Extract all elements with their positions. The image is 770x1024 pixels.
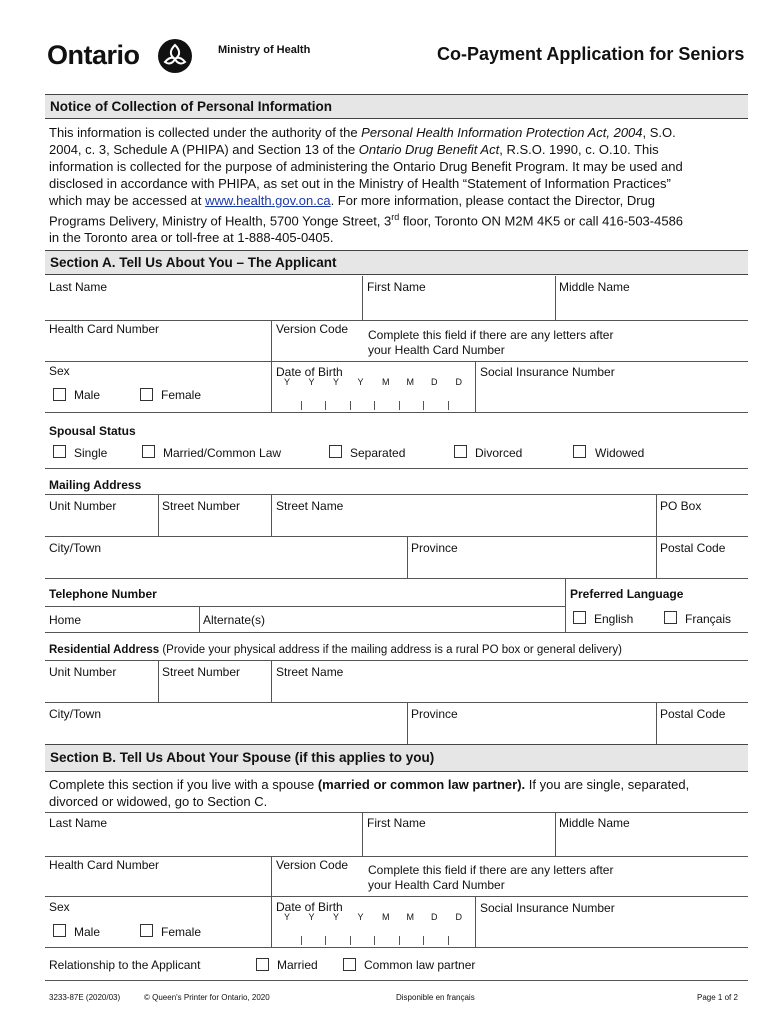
mail-street-name-label: Street Name	[276, 499, 344, 513]
sex-label: Sex	[49, 364, 70, 378]
dob-tick	[374, 936, 375, 945]
version-note: Complete this field if there are any letters after your Health Card Number	[368, 328, 614, 357]
dob-tick	[423, 936, 424, 945]
alternate-phone-label: Alternate(s)	[203, 613, 266, 627]
dob-tick	[399, 401, 400, 410]
spouse-sin-label: Social Insurance Number	[480, 901, 615, 915]
english-checkbox[interactable]	[573, 611, 586, 624]
a-name-row-line	[45, 320, 748, 321]
res-street-number-label: Street Number	[162, 665, 241, 679]
relationship-married-checkbox[interactable]	[256, 958, 269, 971]
spouse-female-checkbox[interactable]	[140, 924, 153, 937]
res-street-name-label: Street Name	[276, 665, 344, 679]
health-card-label: Health Card Number	[49, 322, 160, 336]
spouse-version-code-label: Version Code	[276, 858, 349, 872]
section-a-header: Section A. Tell Us About You – The Applicant	[45, 250, 748, 275]
separated-label: Separated	[350, 446, 406, 460]
male-label: Male	[74, 388, 101, 402]
spousal-status-label: Spousal Status	[49, 424, 136, 438]
dob-letter: M	[406, 912, 414, 922]
dob-letter: Y	[308, 912, 315, 922]
spouse-sex-label: Sex	[49, 900, 70, 914]
relationship-label: Relationship to the Applicant	[49, 958, 201, 972]
mail-city-label: City/Town	[49, 541, 102, 555]
section-b-header: Section B. Tell Us About Your Spouse (if this applies to you)	[45, 744, 748, 772]
spouse-first-name-label: First Name	[367, 816, 426, 830]
married-checkbox[interactable]	[142, 445, 155, 458]
relationship-married-label: Married	[277, 958, 318, 972]
dob-letter: D	[455, 377, 462, 387]
mailing-address-label: Mailing Address	[49, 478, 142, 492]
mail-postal-label: Postal Code	[660, 541, 726, 555]
dob-letter: M	[382, 912, 390, 922]
version-code-label: Version Code	[276, 322, 349, 336]
spouse-middle-name-label: Middle Name	[559, 816, 630, 830]
dob-letter: Y	[333, 377, 340, 387]
female-checkbox[interactable]	[140, 388, 153, 401]
dob-tick	[325, 401, 326, 410]
dob-label: Date of Birth	[276, 365, 343, 379]
spouse-dob-field[interactable]	[276, 912, 476, 947]
last-name-label: Last Name	[49, 280, 108, 294]
spouse-last-name-label: Last Name	[49, 816, 108, 830]
dob-letter: M	[406, 377, 414, 387]
dob-tick	[399, 936, 400, 945]
dob-tick	[423, 401, 424, 410]
dob-letter: Y	[308, 377, 315, 387]
divorced-label: Divorced	[475, 446, 523, 460]
single-label: Single	[74, 446, 108, 460]
male-checkbox[interactable]	[53, 388, 66, 401]
trillium-logo-icon	[157, 38, 193, 74]
dob-field[interactable]	[276, 377, 476, 412]
dob-tick	[301, 936, 302, 945]
french-availability: Disponible en français	[396, 993, 475, 1002]
home-phone-label: Home	[49, 613, 82, 627]
middle-name-label: Middle Name	[559, 280, 630, 294]
widowed-checkbox[interactable]	[573, 445, 586, 458]
notice-text: This information is collected under the authority of the Personal Health Information Protection Act, 2004, S.O. 2004, c. 3, Schedule A (PHIPA) and Section 13 of the Ontario Drug Benefit Act, R.S.O. 1990, c. O.10. This information is collected for the purpose of administering the Ontario Drug Benefit Program. It may be used and disclosed in accordance with PHIPA, as set out in the Ministry of Health “Statement of Information Practices” which may be accessed at www.health.gov.on.ca. For more information, please contact the Director, Drug Programs Delivery, Ministry of Health, 5700 Yonge Street, 3rd floor, Toronto ON M2M 4K5 or call 416-503-4586 in the Toronto area or toll-free at 1-888-405-0405.	[49, 125, 684, 246]
form-title: Co-Payment Application for Seniors	[437, 44, 745, 64]
sin-label: Social Insurance Number	[480, 365, 615, 379]
widowed-label: Widowed	[595, 446, 645, 460]
dob-tick	[448, 936, 449, 945]
form-id: 3233-87E (2020/03)	[49, 993, 121, 1002]
mail-street-number-label: Street Number	[162, 499, 241, 513]
res-city-label: City/Town	[49, 707, 102, 721]
spouse-female-label: Female	[161, 925, 202, 939]
dob-letter: Y	[357, 377, 364, 387]
notice-header: Notice of Collection of Personal Information	[45, 94, 748, 119]
female-label: Female	[161, 388, 202, 402]
ministry-name: Ministry of Health	[218, 44, 311, 56]
dob-tick	[350, 936, 351, 945]
dob-letter: M	[382, 377, 390, 387]
spouse-dob-label: Date of Birth	[276, 900, 343, 914]
mail-province-label: Province	[411, 541, 458, 555]
residential-address-label: Residential Address (Provide your physical address if the mailing address is a rural PO box or general delivery)	[49, 644, 622, 656]
health-website-link[interactable]: www.health.gov.on.ca	[205, 193, 331, 208]
page-number: Page 1 of 2	[697, 993, 738, 1002]
telephone-label: Telephone Number	[49, 587, 157, 601]
dob-letter: D	[431, 912, 438, 922]
divorced-checkbox[interactable]	[454, 445, 467, 458]
dob-tick	[325, 936, 326, 945]
section-b-intro: Complete this section if you live with a spouse (married or common law partner). If you are single, separated, divorced or widowed, go to Section C.	[49, 777, 690, 809]
mail-po-box-label: PO Box	[660, 499, 702, 513]
separated-checkbox[interactable]	[329, 445, 342, 458]
dob-tick	[301, 401, 302, 410]
dob-letter: D	[431, 377, 438, 387]
res-province-label: Province	[411, 707, 458, 721]
married-label: Married/Common Law	[163, 446, 282, 460]
mail-unit-label: Unit Number	[49, 499, 117, 513]
spouse-male-checkbox[interactable]	[53, 924, 66, 937]
spouse-health-card-label: Health Card Number	[49, 858, 160, 872]
spouse-male-label: Male	[74, 925, 101, 939]
francais-checkbox[interactable]	[664, 611, 677, 624]
dob-tick	[350, 401, 351, 410]
dob-letter: Y	[284, 912, 291, 922]
res-postal-label: Postal Code	[660, 707, 726, 721]
dob-letter: Y	[284, 377, 291, 387]
first-name-label: First Name	[367, 280, 426, 294]
dob-letter: Y	[333, 912, 340, 922]
spouse-version-note: Complete this field if there are any letters after your Health Card Number	[368, 863, 614, 892]
preferred-language-label: Preferred Language	[570, 587, 684, 601]
relationship-common-law-label: Common law partner	[364, 958, 476, 972]
res-unit-label: Unit Number	[49, 665, 117, 679]
english-label: English	[594, 612, 634, 626]
dob-tick	[374, 401, 375, 410]
dob-letter: Y	[357, 912, 364, 922]
dob-tick	[448, 401, 449, 410]
single-checkbox[interactable]	[53, 445, 66, 458]
ontario-wordmark: Ontario	[47, 40, 140, 70]
relationship-common-law-checkbox[interactable]	[343, 958, 356, 971]
francais-label: Français	[685, 612, 732, 626]
dob-letter: D	[455, 912, 462, 922]
copyright: © Queen's Printer for Ontario, 2020	[144, 993, 270, 1002]
